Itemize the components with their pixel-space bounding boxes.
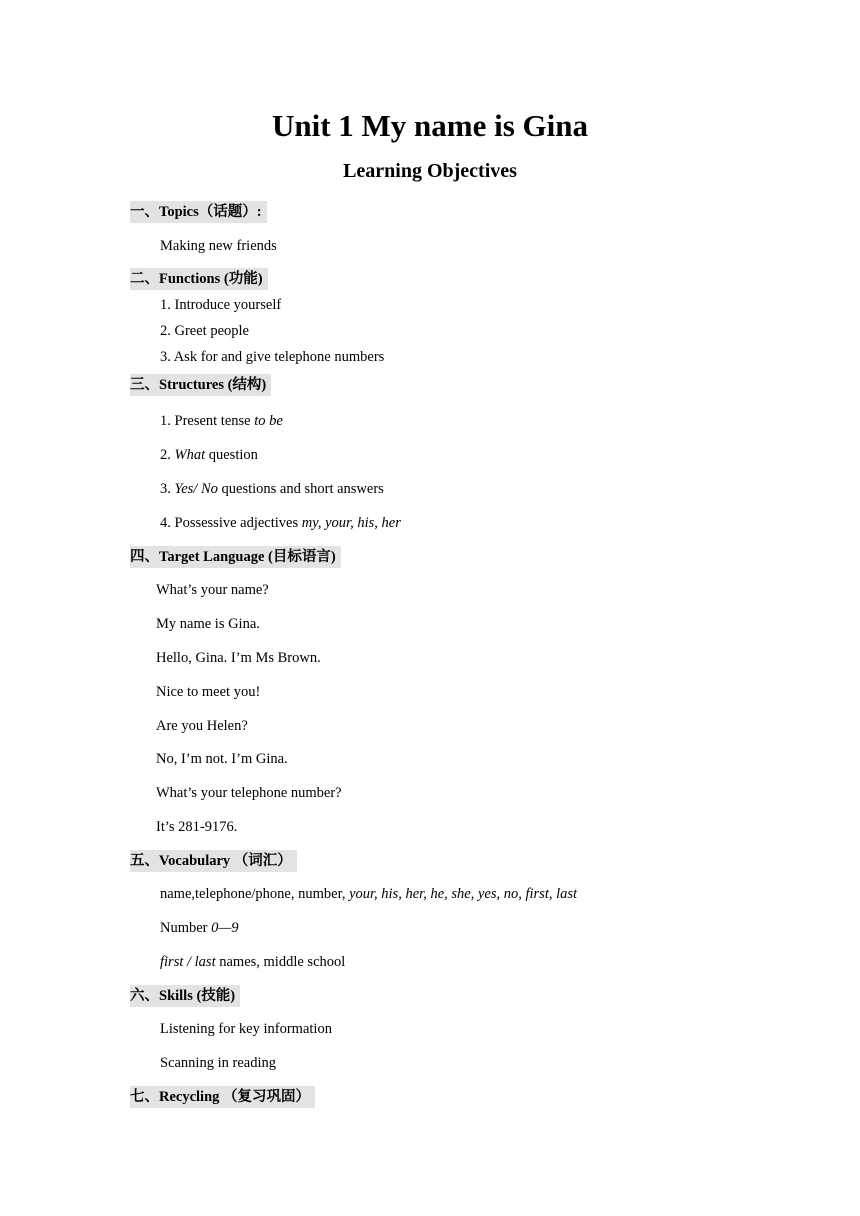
skills-line-2: Scanning in reading: [160, 1055, 276, 1071]
document-subtitle: Learning Objectives: [343, 160, 517, 182]
vocabulary-line-1: name,telephone/phone, number, your, his, her, he, she, yes, no, first, last: [160, 886, 578, 902]
target-language-line-4: Nice to meet you!: [156, 684, 261, 700]
target-language-line-1: What’s your name?: [156, 582, 269, 598]
vocabulary-line-2: Number 0—9: [160, 920, 239, 936]
section-heading-recycling: 七、Recycling （复习巩固）: [130, 1086, 315, 1108]
target-language-line-3: Hello, Gina. I’m Ms Brown.: [156, 650, 321, 666]
vocabulary-line-3: first / last names, middle school: [160, 954, 346, 970]
topics-line: Making new friends: [160, 238, 277, 254]
structures-line-2: 2. What question: [160, 447, 258, 463]
structures-line-1: 1. Present tense to be: [160, 413, 283, 429]
target-language-line-5: Are you Helen?: [156, 718, 248, 734]
structures-line-4: 4. Possessive adjectives my, your, his, her: [160, 515, 401, 531]
section-heading-structures: 三、Structures (结构): [130, 374, 271, 396]
section-heading-target-language: 四、Target Language (目标语言): [130, 546, 341, 568]
section-heading-vocabulary: 五、Vocabulary （词汇）: [130, 850, 297, 872]
functions-line-3: 3. Ask for and give telephone numbers: [160, 349, 385, 365]
target-language-line-2: My name is Gina.: [156, 616, 260, 632]
functions-line-2: 2. Greet people: [160, 323, 249, 339]
functions-line-1: 1. Introduce yourself: [160, 297, 282, 313]
skills-line-1: Listening for key information: [160, 1021, 332, 1037]
section-heading-skills: 六、Skills (技能): [130, 985, 240, 1007]
target-language-line-6: No, I’m not. I’m Gina.: [156, 751, 288, 767]
target-language-line-7: What’s your telephone number?: [156, 785, 342, 801]
target-language-line-8: It’s 281-9176.: [156, 819, 238, 835]
section-heading-functions: 二、Functions (功能): [130, 268, 268, 290]
document-title: Unit 1 My name is Gina: [271, 108, 589, 143]
structures-line-3: 3. Yes/ No questions and short answers: [160, 481, 384, 497]
section-heading-topics: 一、Topics（话题）:: [130, 201, 267, 223]
